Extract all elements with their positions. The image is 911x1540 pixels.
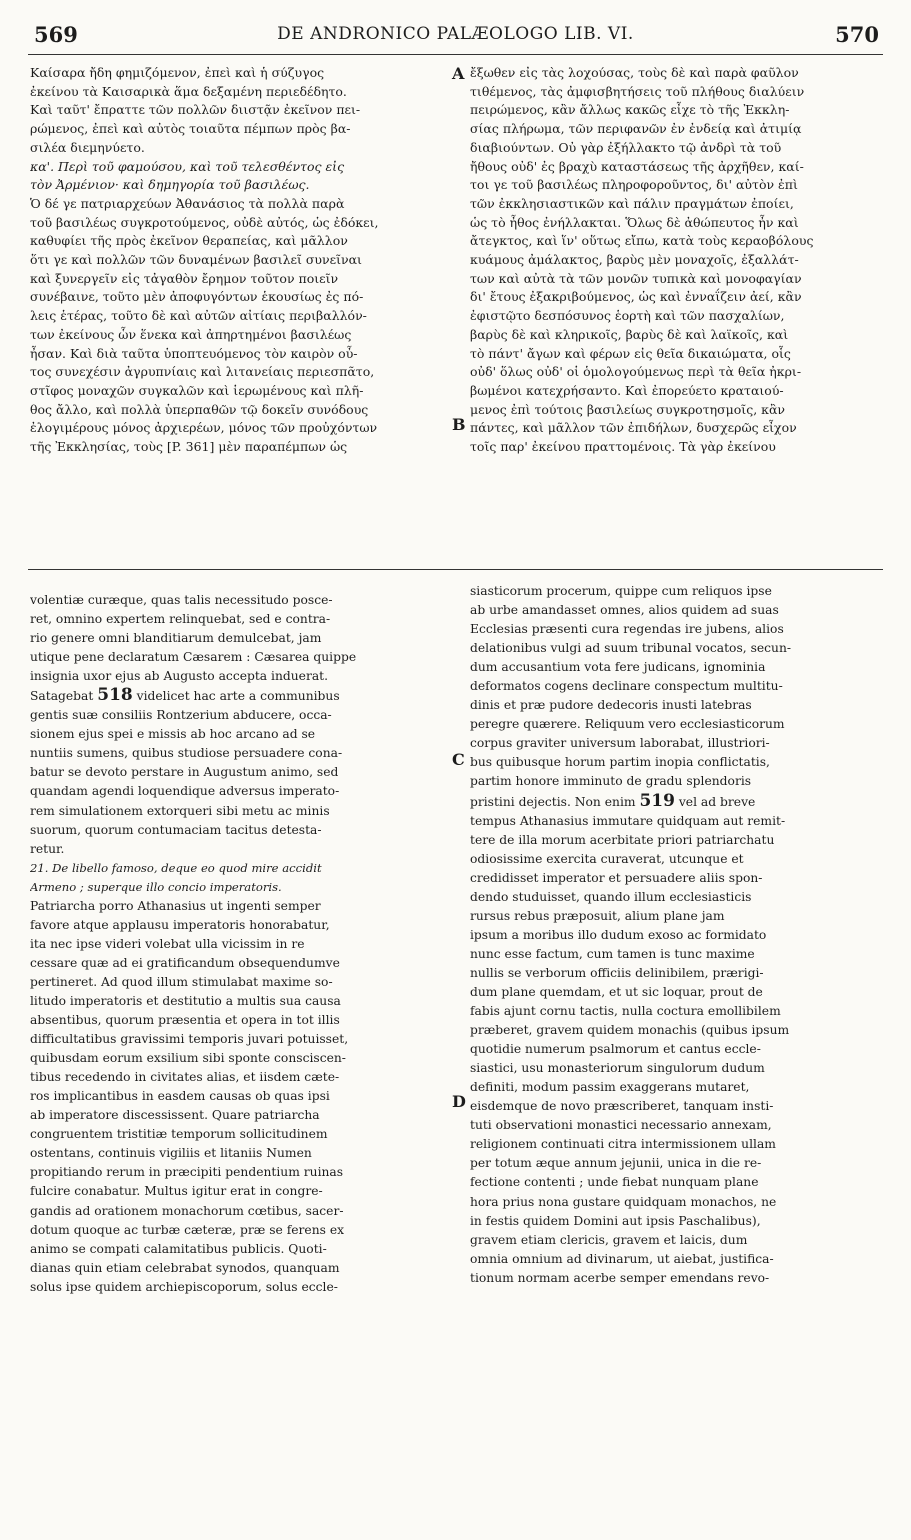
text-line: ita nec ipse videri volebat ulla vicissim in re (30, 936, 305, 951)
text-line: Ὁ δέ γε πατριαρχεύων Ἀθανάσιος τὰ πολλὰ παρὰ (30, 195, 345, 211)
text-line: πάντες, καὶ μᾶλλον τῶν ἐπιδήλων, δυσχερῶς εἶχον (470, 420, 797, 436)
text-line: odiosissime exercita curaverat, utcunque et (470, 851, 744, 866)
running-header (28, 22, 883, 52)
latin-text-right-column (470, 582, 882, 1288)
text-line: favore atque applausu imperatoris honorabatur, (30, 917, 330, 932)
text-line: per totum æque annum jejunii, unica in die re- (470, 1156, 762, 1171)
text-line: tempus Athanasius immutare quidquam aut remit- (470, 813, 786, 828)
text-line: tionum normam acerbe semper emendans revo- (470, 1270, 770, 1285)
text-line: præberet, gravem quidem monachis (quibus ipsum (470, 1023, 790, 1038)
text-line: gentis suæ consiliis Rontzerium abducere, occa- (30, 708, 332, 723)
text-line: religionem continuati citra intermissionem ullam (470, 1137, 776, 1152)
text-line: δι' ἔτους ἐξακριβούμενος, ὡς καὶ ἐνναΐζειν ἀεί, κἂν (470, 289, 802, 305)
text-line: dinis et præ pudore dedecoris inusti latebras (470, 698, 752, 713)
text-line: solus ipse quidem archiepiscoporum, solus eccle- (30, 1279, 338, 1294)
text-line: dianas quin etiam celebrabat synodos, quanquam (30, 1260, 340, 1275)
margin-letter-d: D (452, 1092, 466, 1111)
page-number-right: 570 (835, 22, 879, 47)
text-line: καθυφίει τῆς πρὸς ἐκεῖνον θεραπείας, καὶ μᾶλλον (30, 233, 348, 249)
text-line: omnia omnium ad divinarum, ut aiebat, justifica- (470, 1251, 774, 1266)
text-line: Καίσαρα ἤδη φημιζόμενον, ἐπεὶ καὶ ἡ σύζυγος (30, 65, 325, 80)
text-line: hora prius nona gustare quidquam monachos, ne (470, 1194, 777, 1209)
text-line: τὸ πάντ' ἄγων καὶ φέρων εἰς θεῖα δικαιώματα, οἷς (470, 345, 791, 361)
text-line: τοῦ βασιλέως συγκροτούμενος, οὐδὲ αὐτός, ὡς ἐδόκει, (30, 214, 379, 230)
text-line: καὶ ξυνεργεῖν εἰς τἀγαθὸν ἔρημον τοῦτον ποιεῖν (30, 270, 339, 286)
text-line: volentiæ curæque, quas talis necessitudo posce- (30, 593, 333, 607)
text-line: συνέβαινε, τοῦτο μὲν ἀποφυγόντων ἑκουσίως ἐς πό- (30, 289, 364, 305)
text-line: quandam agendi loquendique adversus imperato- (30, 784, 340, 799)
text-line: siasticorum procerum, quippe cum reliquos ipse (470, 584, 772, 598)
text-line: dotum quoque ac turbæ cæteræ, præ se ferens ex (30, 1222, 345, 1237)
running-title: DE ANDRONICO PALÆOLOGO LIB. VI. (277, 24, 634, 44)
text-line: Καὶ ταῦτ' ἔπραττε τῶν πολλῶν διιστᾷν ἐκεῖνον πει- (30, 102, 361, 118)
text-line: propitiando rerum in præcipiti pendentium ruinas (30, 1165, 344, 1180)
header-rule (28, 54, 883, 55)
text-line: eisdemque de novo præscriberet, tanquam insti- (470, 1099, 774, 1114)
text-line: Ecclesias præsenti cura regendas ire jubens, alios (470, 622, 784, 637)
text-line: πειρώμενος, κἂν ἄλλως κακῶς εἶχε τὸ τῆς Ἐκκλη- (470, 102, 790, 118)
text-line: βαρὺς δὲ καὶ κληρικοῖς, βαρὺς δὲ καὶ λαϊκοῖς, καὶ (470, 326, 789, 342)
text-line: credidisset imperator et persuadere aliis spon- (470, 870, 763, 885)
text-line: tibus recedendo in civitates alias, et iisdem cæte- (30, 1070, 340, 1085)
section-heading-line: Armeno ; superque illo concio imperatoris. (30, 879, 282, 894)
text-line: ab imperatore discessissent. Quare patriarcha (30, 1108, 320, 1123)
text-line: των ἐκείνους ὧν ἕνεκα καὶ ἀπηρτημένοι βασιλέως (30, 326, 352, 342)
text-line: ἔξωθεν εἰς τὰς λοχούσας, τοὺς δὲ καὶ παρὰ φαῦλον (470, 65, 799, 80)
text-line: τοι γε τοῦ βασιλέως πληροφοροῦντος, δι' αὐτὸν ἐπὶ (470, 177, 798, 193)
text-line: nunc esse factum, cum tamen is tunc maxime (470, 946, 755, 961)
text-line: fulcire conabatur. Multus igitur erat in congre- (30, 1184, 323, 1199)
text-line: μενος ἐπὶ τούτοις βασιλείως συγκροτησμοῖς, κἂν (470, 401, 785, 417)
text-line: στῖφος μοναχῶν συγκαλῶν καὶ ἱερωμένους καὶ πλῆ- (30, 382, 364, 398)
text-line: τοῖς παρ' ἐκείνου πραττομένοις. Τὰ γὰρ ἐκείνου (470, 439, 776, 455)
margin-letter-a: A (452, 64, 465, 83)
text-line: ἤθους οὐδ' ἐς βραχὺ καταστάσεως τῆς ἀρχῆθεν, καί- (470, 158, 804, 174)
text-line: corpus graviter universum laborabat, illustriori- (470, 736, 770, 751)
margin-letter-b: B (452, 415, 466, 434)
text-line: cessare quæ ad ei gratificandum obsequendumve (30, 955, 340, 970)
text-line: partim honore imminuto de gradu splendoris (470, 774, 752, 789)
text-line: τῶν ἐκκλησιαστικῶν καὶ πάλιν πραγμάτων ἐποίει, (470, 195, 794, 211)
text-line: fectione contenti ; unde fiebat nunquam plane (470, 1175, 759, 1190)
latin-text-left-column (30, 591, 450, 1297)
text-line: gravem etiam clericis, gravem et laicis, dum (470, 1232, 748, 1247)
text-line: absentibus, quorum præsentia et opera in tot illis (30, 1013, 340, 1028)
text-line: tuti observationi monastici necessario annexam, (470, 1118, 772, 1133)
section-divider (28, 569, 883, 570)
text-line: pristini dejectis. Non enim 519 vel ad breve (470, 790, 756, 811)
text-line: batur se devoto perstare in Augustum animo, sed (30, 765, 339, 780)
greek-text-right-column (470, 64, 882, 457)
text-line: definiti, modum passim exaggerans mutaret, (470, 1080, 750, 1095)
text-line: delationibus vulgi ad suum tribunal vocatos, secun- (470, 641, 792, 656)
text-line: siastici, usu monasteriorum singulorum dudum (470, 1061, 765, 1076)
text-line: ἐφιστῷτο δεσπόσυνος ἑορτὴ καὶ τῶν πασχαλίων, (470, 308, 785, 324)
text-line: peregre quærere. Reliquum vero ecclesiasticorum (470, 717, 785, 732)
text-line: ὡς τὸ ἦθος ἐνήλλακται. Ὅλως δὲ ἀθώπευτος ἦν καὶ (470, 214, 799, 230)
text-line: in festis quidem Domini aut ipsis Paschalibus), (470, 1213, 761, 1228)
text-line: quotidie numerum psalmorum et cantus eccle- (470, 1042, 761, 1057)
margin-letter-c: C (452, 750, 465, 769)
text-line: ἄτεγκτος, καὶ ἵν' οὕτως εἴπω, κατὰ τοὺς κεραοβόλους (470, 233, 814, 249)
text-line: ἐλογιμέρους μόνος ἀρχιερέων, μόνος τῶν προὐχόντων (30, 420, 378, 436)
text-line: ab urbe amandasset omnes, alios quidem ad suas (470, 603, 779, 618)
text-line: Satagebat 518 videlicet hac arte a communibus (30, 685, 340, 706)
text-line: τιθέμενος, τὰς ἀμφισβητήσεις τοῦ πλήθους διαλύειν (470, 83, 805, 99)
text-line: dum plane quemdam, et ut sic loquar, prout de (470, 984, 763, 999)
text-line: ὅτι γε καὶ πολλῶν τῶν δυναμένων βασιλεῖ συνεῖναι (30, 252, 362, 268)
text-line: rursus rebus præposuit, alium plane jam (470, 908, 725, 923)
text-line: deformatos cogens declinare conspectum multitu- (470, 679, 783, 694)
section-heading-line: κα'. Περὶ τοῦ φαμούσου, καὶ τοῦ τελεσθέντος εἰς (30, 158, 345, 174)
text-line: pertineret. Ad quod illum stimulabat maxime so- (30, 974, 333, 989)
text-line: κυάμους ἀμάλακτος, βαρὺς μὲν μοναχοῖς, ἐξαλλάτ- (470, 252, 799, 268)
text-line: gandis ad orationem monachorum cœtibus, sacer- (30, 1203, 344, 1218)
text-line: λεις ἑτέρας, τοῦτο δὲ καὶ αὐτῶν αἰτίαις περιβαλλόν- (30, 308, 367, 324)
text-line: congruentem tristitiæ temporum sollicitudinem (30, 1127, 328, 1142)
text-line: ostentans, continuis vigiliis et litaniis Numen (30, 1146, 312, 1161)
text-line: insignia uxor ejus ab Augusto accepta induerat. (30, 669, 329, 684)
text-line: animo se compati calamitatibus publicis. Quoti- (30, 1241, 327, 1256)
text-line: nuntiis sumens, quibus studiose persuadere cona- (30, 746, 343, 761)
text-line: suorum, quorum contumaciam tacitus detesta- (30, 822, 322, 837)
text-line: ἦσαν. Καὶ διὰ ταῦτα ὑποπτευόμενος τὸν καιρὸν οὖ- (30, 345, 358, 361)
text-line: dum accusantium vota fere judicans, ignominia (470, 660, 766, 675)
text-line: σιλέα διεμηνύετο. (30, 139, 145, 155)
text-line: bus quibusque horum partim inopia conflictatis, (470, 755, 770, 770)
text-line: nullis se verborum officiis delinibilem, prærigi- (470, 965, 764, 980)
text-line: διαβιούντων. Οὐ γὰρ ἐξήλλακτο τῷ ἀνδρὶ τὰ τοῦ (470, 139, 782, 155)
text-line: ros implicantibus in easdem causas ob quas ipsi (30, 1089, 330, 1104)
section-heading-line: 21. De libello famoso, deque eo quod mire accidit (30, 860, 322, 875)
text-line: rio genere omni blanditiarum demulcebat, jam (30, 631, 322, 646)
text-line: τῆς Ἐκκλησίας, τοὺς [P. 361] μὲν παραπέμπων ὡς (30, 439, 348, 455)
text-line: θος ἄλλο, καὶ πολλὰ ὑπερπαθῶν τῷ δοκεῖν συνόδους (30, 401, 369, 417)
text-line: retur. (30, 841, 65, 856)
section-heading-line: τὸν Ἀρμένιον· καὶ δημηγορία τοῦ βασιλέως. (30, 177, 310, 193)
text-line: ipsum a moribus illo dudum exoso ac formidato (470, 927, 767, 942)
text-line: ret, omnino expertem relinquebat, sed e contra- (30, 612, 331, 627)
text-line: dendo studuisset, quando illum ecclesiasticis (470, 889, 752, 904)
text-line: rem simulationem extorqueri sibi metu ac minis (30, 803, 330, 818)
text-line: quibusdam eorum exsilium sibi sponte consciscen- (30, 1051, 346, 1066)
text-line: litudo imperatoris et destitutio a multis sua causa (30, 993, 341, 1008)
text-line: των καὶ αὐτὰ τὰ τῶν μονῶν τυπικὰ καὶ μονοφαγίαν (470, 270, 802, 286)
marginal-page-number: 519 (639, 790, 675, 811)
text-line: utique pene declaratum Cæsarem : Cæsarea quippe (30, 650, 357, 665)
text-line: σίας πλήρωμα, τῶν περιφανῶν ἐν ἐνδείᾳ καὶ ἀτιμίᾳ (470, 121, 802, 137)
text-line: fabis ajunt cornu tactis, nulla coctura emollibilem (470, 1004, 781, 1019)
greek-text-left-column (30, 64, 450, 457)
text-line: sionem ejus spei e missis ab hoc arcano ad se (30, 727, 316, 742)
text-line: τος συνεχέσιν ἀγρυπνίαις καὶ λιτανείαις περιεσπᾶτο, (30, 364, 375, 380)
text-line: Patriarcha porro Athanasius ut ingenti semper (30, 898, 321, 913)
text-line: ρώμενος, ἐπεὶ καὶ αὐτὸς τοιαῦτα πέμπων πρὸς βα- (30, 121, 351, 137)
page-number-left: 569 (34, 22, 78, 47)
text-line: difficultatibus gravissimi temporis juvari potuisset, (30, 1032, 349, 1047)
marginal-page-number: 518 (97, 685, 133, 706)
text-line: tere de illa morum acerbitate priori patriarchatu (470, 832, 775, 847)
text-line: βωμένοι κατεχρήσαντο. Καὶ ἐπορεύετο κραταιού- (470, 382, 784, 398)
text-line: οὐδ' ὅλως οὐδ' οἱ ὁμολογούμενως περὶ τὰ θεῖα ἠκρι- (470, 364, 802, 380)
text-line: ἐκείνου τὰ Καισαρικὰ ἅμα δεξαμένη περιεδέδητο. (30, 83, 347, 99)
